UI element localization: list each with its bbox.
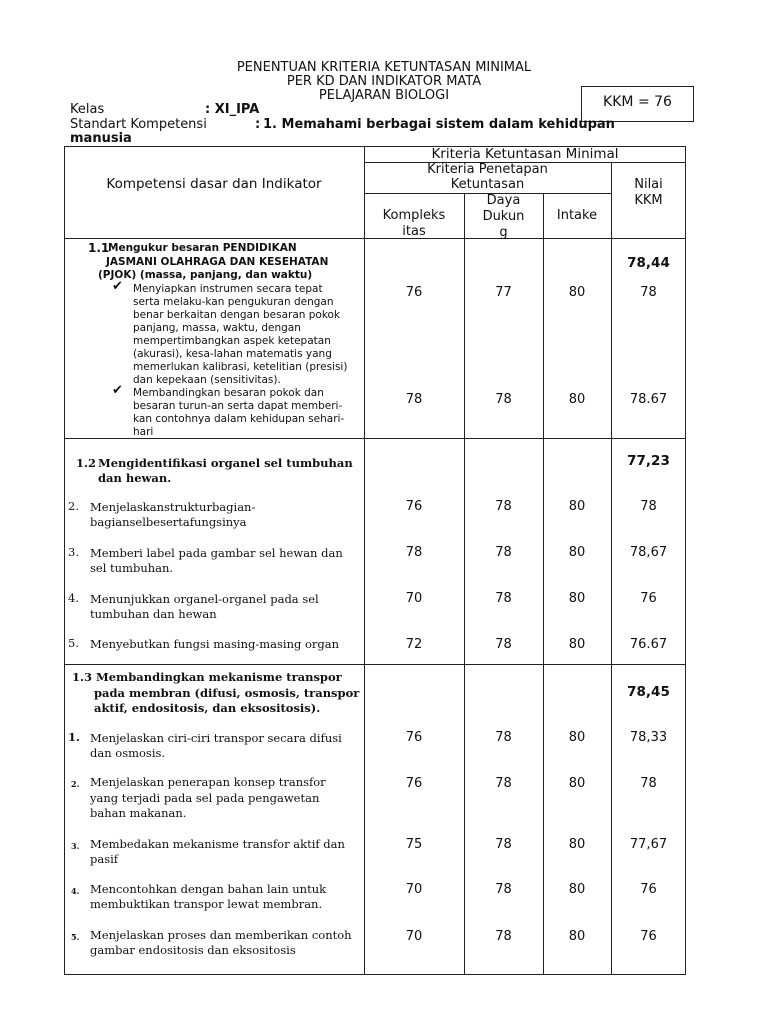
indicator-text: Menjelaskan proses dan memberikan contoh	[90, 928, 352, 942]
kd-nilai: 78,45	[627, 684, 670, 700]
kd-title: Mengukur besaran PENDIDIKAN	[108, 242, 297, 254]
table-border-bottom	[64, 974, 686, 975]
indicator-text: pasif	[90, 852, 119, 866]
value-daya-dukung: 78	[495, 591, 512, 606]
sk-label: Standart Kompetensi	[70, 117, 207, 132]
value-daya-dukung: 78	[495, 499, 512, 514]
item-number: 4.	[71, 886, 80, 896]
value-nilai: 78,33	[629, 730, 668, 745]
value-nilai: 76.67	[629, 637, 668, 652]
item-number: 5.	[68, 636, 79, 650]
kelas-value: : XI_IPA	[205, 102, 260, 117]
value-intake: 80	[568, 499, 586, 514]
kd-number: 1.1	[88, 241, 110, 255]
table-rule	[543, 193, 544, 975]
value-nilai: 77,67	[629, 837, 668, 852]
value-kompleksitas: 70	[405, 882, 423, 897]
indicator-text: yang terjadi pada sel pada pengawetan	[90, 791, 320, 805]
item-number: 4.	[68, 591, 79, 605]
indicator-text: Menjelaskanstrukturbagian-	[90, 500, 256, 514]
value-nilai: 78.67	[629, 392, 668, 407]
indicator-text: sel tumbuhan.	[90, 561, 174, 575]
indicator-text: benar berkaitan dengan besaran pokok	[133, 309, 341, 321]
value-nilai: 78	[640, 499, 657, 514]
value-kompleksitas: 76	[405, 285, 423, 300]
item-number: 3.	[68, 545, 79, 559]
indicator-text: Mencontohkan dengan bahan lain untuk	[90, 882, 327, 896]
value-intake: 80	[568, 837, 586, 852]
kelas-label: Kelas	[70, 102, 105, 117]
value-daya-dukung: 78	[495, 730, 512, 745]
value-intake: 80	[568, 545, 586, 560]
indicator-text: serta melaku-kan pengukuran dengan	[133, 296, 334, 308]
value-daya-dukung: 78	[495, 545, 512, 560]
indicator-text: Menjelaskan penerapan konsep transfor	[90, 775, 326, 789]
header-daya-dukung-cont: g	[499, 225, 508, 240]
table-border-left	[64, 146, 65, 975]
value-nilai: 78	[640, 285, 657, 300]
header-nilai-kkm-cont: KKM	[634, 193, 663, 208]
value-kompleksitas: 70	[405, 929, 423, 944]
value-daya-dukung: 78	[495, 392, 512, 407]
doc-title-line2: PER KD DAN INDIKATOR MATA	[286, 74, 482, 89]
value-kompleksitas: 78	[405, 545, 423, 560]
indicator-text: Menyiapkan instrumen secara tepat	[133, 283, 323, 295]
value-intake: 80	[568, 776, 586, 791]
doc-title-line1: PENENTUAN KRITERIA KETUNTASAN MINIMAL	[236, 60, 532, 75]
table-rule	[611, 162, 612, 975]
value-nilai: 76	[640, 929, 657, 944]
value-intake: 80	[568, 882, 586, 897]
table-rule	[64, 664, 686, 665]
kd-number: 1.3	[72, 670, 93, 684]
kd-nilai: 78,44	[627, 255, 670, 271]
value-daya-dukung: 78	[495, 637, 512, 652]
check-icon: ✔	[112, 279, 123, 294]
indicator-text: memerlukan kalibrasi, ketelitian (presisi)	[133, 361, 348, 373]
sk-value-cont: manusia	[70, 131, 132, 146]
value-nilai: 78,67	[629, 545, 668, 560]
header-daya-dukung: Daya	[486, 193, 521, 208]
value-kompleksitas: 76	[405, 499, 423, 514]
indicator-text: tumbuhan dan hewan	[90, 607, 217, 621]
kd-nilai: 77,23	[627, 453, 670, 469]
item-number: 2.	[68, 499, 79, 513]
sk-value: 1. Memahami berbagai sistem dalam kehidupan	[263, 117, 615, 132]
header-daya-dukung-cont: Dukun	[482, 209, 525, 224]
value-kompleksitas: 70	[405, 591, 423, 606]
indicator-text: bahan makanan.	[90, 806, 187, 820]
header-intake: Intake	[556, 208, 598, 223]
value-daya-dukung: 78	[495, 776, 512, 791]
value-kompleksitas: 76	[405, 730, 423, 745]
indicator-text: hari	[133, 426, 154, 438]
value-intake: 80	[568, 392, 586, 407]
value-nilai: 76	[640, 591, 657, 606]
indicator-text: dan osmosis.	[90, 746, 166, 760]
doc-title-line3: PELAJARAN BIOLOGI	[318, 88, 450, 103]
item-number: 2.	[71, 779, 80, 789]
value-intake: 80	[568, 730, 586, 745]
table-rule	[464, 193, 465, 975]
indicator-text: kan contohnya dalam kehidupan sehari-	[133, 413, 345, 425]
value-daya-dukung: 78	[495, 882, 512, 897]
indicator-text: Menunjukkan organel-organel pada sel	[90, 592, 319, 606]
indicator-text: besaran turun-an serta dapat memberi-	[133, 400, 343, 412]
value-nilai: 76	[640, 882, 657, 897]
header-kompleksitas-cont: itas	[402, 224, 426, 239]
header-penetapan-cont: Ketuntasan	[450, 177, 525, 192]
indicator-text: panjang, massa, waktu, dengan	[133, 322, 301, 334]
value-daya-dukung: 78	[495, 837, 512, 852]
kd-title: Mengidentifikasi organel sel tumbuhan	[98, 456, 353, 470]
header-kkm-group: Kriteria Ketuntasan Minimal	[431, 146, 619, 162]
value-kompleksitas: 76	[405, 776, 423, 791]
indicator-text: Menyebutkan fungsi masing-masing organ	[90, 637, 340, 651]
value-daya-dukung: 78	[495, 929, 512, 944]
kd-title-cont: JASMANI OLAHRAGA DAN KESEHATAN	[106, 256, 329, 268]
indicator-text: mempertimbangkan aspek ketepatan	[133, 335, 331, 347]
header-kd: Kompetensi dasar dan Indikator	[106, 176, 322, 192]
indicator-text: bagianselbesertafungsinya	[90, 515, 247, 529]
item-number: 3.	[71, 841, 80, 851]
value-kompleksitas: 72	[405, 637, 423, 652]
value-daya-dukung: 77	[495, 285, 512, 300]
value-kompleksitas: 75	[405, 837, 423, 852]
value-nilai: 78	[640, 776, 657, 791]
check-icon: ✔	[112, 383, 123, 398]
value-kompleksitas: 78	[405, 392, 423, 407]
kd-title: Membandingkan mekanisme transpor	[96, 670, 342, 684]
kd-number: 1.2	[76, 456, 97, 470]
kd-title-cont: dan hewan.	[98, 471, 172, 485]
indicator-text: Memberi label pada gambar sel hewan dan	[90, 546, 343, 560]
value-intake: 80	[568, 637, 586, 652]
indicator-text: (akurasi), kesa-lahan matematis yang	[133, 348, 332, 360]
indicator-text: membuktikan transpor lewat membran.	[90, 897, 323, 911]
indicator-text: Menjelaskan ciri-ciri transpor secara difusi	[90, 731, 342, 745]
kd-title-cont: aktif, endositosis, dan eksositosis).	[94, 701, 321, 715]
indicator-text: Membandingkan besaran pokok dan	[133, 387, 324, 399]
kd-title-cont: pada membran (difusi, osmosis, transpor	[94, 686, 360, 700]
indicator-text: gambar endositosis dan eksositosis	[90, 943, 296, 957]
value-intake: 80	[568, 591, 586, 606]
item-number: 5.	[71, 932, 80, 942]
header-nilai-kkm: Nilai	[634, 177, 663, 192]
table-rule	[64, 438, 686, 439]
header-kompleksitas: Kompleks	[382, 208, 446, 223]
indicator-text: Membedakan mekanisme transfor aktif dan	[90, 837, 345, 851]
kd-title-cont: (PJOK) (massa, panjang, dan waktu)	[98, 269, 313, 281]
sk-colon: :	[255, 117, 261, 132]
item-number: 1.	[68, 730, 81, 744]
value-intake: 80	[568, 285, 586, 300]
indicator-text: dan kepekaan (sensitivitas).	[133, 374, 281, 386]
value-intake: 80	[568, 929, 586, 944]
header-penetapan: Kriteria Penetapan	[427, 162, 548, 177]
kkm-box: KKM = 76	[581, 86, 694, 122]
